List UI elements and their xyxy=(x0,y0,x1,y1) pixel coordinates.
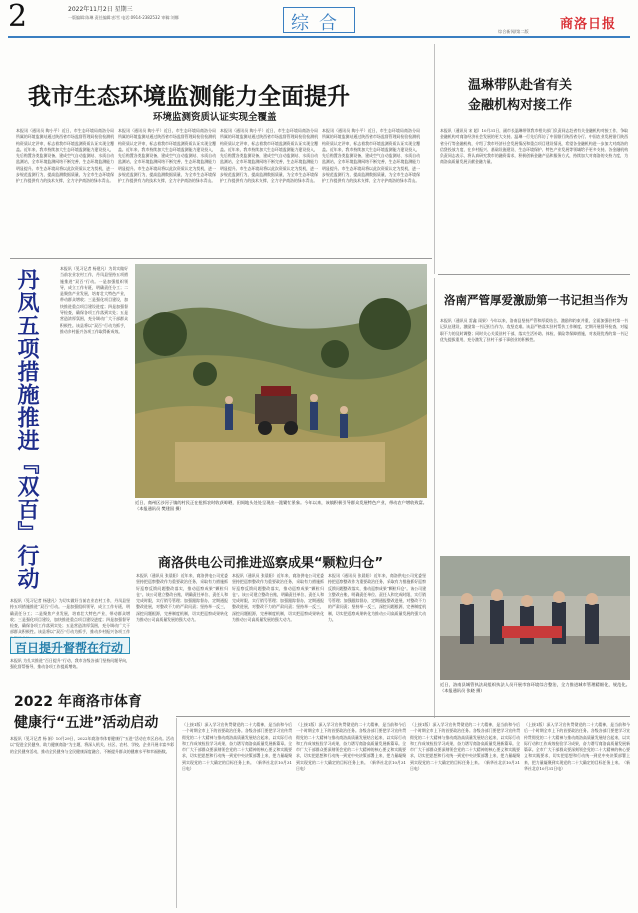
article-body-power-supply-col2: 本报讯（通讯员 张晨阳）近年来，商洛供电公司党委坚持把巡察整改作为重要政治任务，采取有力措施抓好巡察反馈问题整改落实，推动巡察成果“颗粒归仓”。该公司建立整改台账，明确责任单位、责任人和完成时限，实行销号管理；加强跟踪督办，定期通报整改进展，对整改不力的严肃问责；坚持举一反三，深挖问题根源，完善制度机制，切实把巡察成果转化为推动公司高质量发展的强大动力。 xyxy=(232,573,324,623)
headline-finance-line1: 温琳带队赴省有关 xyxy=(468,78,573,93)
headline-sports-line1: 2022 年商洛市体育 xyxy=(14,694,142,710)
photo-city-management-caption: 近日，洛南县城管执法局组织执法人员开展市容环境综合整治，全力推进城市管理精细化、规范化。（本报通讯员 张晓 摄） xyxy=(440,682,630,694)
article-body-hundred-days: 本报讯 为扎实推进“百日提升”行动，我市各级各部门坚持问题导向，强化督帮指导，推动各项工作提质增效。 xyxy=(10,658,130,670)
masthead-rule xyxy=(8,36,630,38)
topline: 一版编辑:陈琳 责任编辑:彭雪 电话:0914-2382532 审稿:刘娜 xyxy=(68,15,179,20)
headline-monitoring: 我市生态环境监测能力全面提升 xyxy=(28,84,350,110)
photo-harvest-caption: 近日，商州区沙河子镇的村民正在抢抓农时收获晾晒，田间地头处处呈现出一派繁忙景象。今年以来，该镇积极引导群众发展特色产业，带动农户增收致富。（本报通讯员 樊建国 摄） xyxy=(135,500,427,512)
rule-under-lead xyxy=(10,258,432,259)
headline-hundred-days: 百日提升督帮在行动 xyxy=(15,641,124,655)
headline-sports-line2: 健康行“五进”活动启动 xyxy=(14,715,159,731)
section-label: 综合 xyxy=(291,13,347,34)
column-divider-right xyxy=(434,278,435,718)
city-management-image xyxy=(440,556,630,680)
rule-bottom-section xyxy=(176,716,630,717)
section-box xyxy=(283,7,355,33)
article-body-luonan: 本报讯（通讯员 雷鑫 雨果）今年以来，洛南县坚持严管和厚爱结合、激励和约束并重，全面加强驻村第一书记队伍建设，激励第一书记担当作为、攻坚克难。该县严格落实驻村帮扶工作制度，定期开展督导检查，对履职不力的及时调整；同时关心关爱驻村干部，落实生活补助、体检、保险等保障措施，对表现优秀的第一书记优先提拔重用，充分激发了驻村干部干事创业的积极性。 xyxy=(440,318,628,342)
article-body-danfeng-col2: 本报讯（见习记者 杨建凡）为切实做好当前农业农村工作，丹凤县坚持五项措施推进“双百”行动。一是加强组织领导，成立工作专班，明确责任分工；二是聚焦产业发展，培育壮大特色产业，带动群众增收；三是强化项目建设，加快推进重点项目建设进度；四是加强督导检查，确保各项工作落到实处；五是营造浓厚氛围，充分调动广大干部群众积极性。该县将以“双百”行动为抓手，推动乡村振兴各项工作 xyxy=(10,598,130,635)
column-divider xyxy=(434,44,435,274)
article-body-monitoring-col3: 本报讯（通讯员 陶小平）近日，市生态环境局商洛分局所属的环境监测站通过陕西省市场监督管理局检验检测机构资质认定评审，标志着我市环境监测资质认证实现全覆盖。近年来，我市持续加大生态环境监测能力建设投入，先后购置各类监测设备，建成空气自动监测站、水质自动监测站，全市环境监测网络不断完善，生态环境监测能力明显提升。市生态环境局将以此次资质认定为契机，进一步规范监测行为，提高监测数据质量，为全市生态环境保护工作提供有力的技术支撑，全力守护商洛的绿水青山。 xyxy=(220,128,318,184)
photo-harvest xyxy=(135,264,427,498)
column-divider-bottom xyxy=(176,718,177,908)
harvest-image xyxy=(135,264,427,498)
article-body-danfeng: 本报讯（见习记者 杨建凡）为切实做好当前农业农村工作，丹凤县坚持五项措施推进“双百”行动。一是加强组织领导，成立工作专班，明确责任分工；二是聚焦产业发展，培育壮大特色产业，带动群众增收；三是强化项目建设，加快推进重点项目建设进度；四是加强督导检查，确保各项工作落到实处；五是营造浓厚氛围，充分调动广大干部群众积极性。该县将以“双百”行动为抓手，推动乡村振兴各项工作取得新成效。 xyxy=(60,266,128,334)
article-body-power-supply-col3: 本报讯（通讯员 张晨阳）近年来，商洛供电公司党委坚持把巡察整改作为重要政治任务，采取有力措施抓好巡察反馈问题整改落实，推动巡察成果“颗粒归仓”。该公司建立整改台账，明确责任单位、责任人和完成时限，实行销号管理；加强跟踪督办，定期通报整改进展，对整改不力的严肃问责；坚持举一反三，深挖问题根源，完善制度机制，切实把巡察成果转化为推动公司高质量发展的强大动力。 xyxy=(328,573,426,623)
article-body-monitoring-col4: 本报讯（通讯员 陶小平）近日，市生态环境局商洛分局所属的环境监测站通过陕西省市场监督管理局检验检测机构资质认定评审，标志着我市环境监测资质认证实现全覆盖。近年来，我市持续加大生态环境监测能力建设投入，先后购置各类监测设备，建成空气自动监测站、水质自动监测站，全市环境监测网络不断完善，生态环境监测能力明显提升。市生态环境局将以此次资质认定为契机，进一步规范监测行为，提高监测数据质量，为全市生态环境保护工作提供有力的技术支撑，全力守护商洛的绿水青山。 xyxy=(322,128,420,184)
page-number: 2 xyxy=(8,0,28,34)
article-body-continued-col3: （上接1版）深入学习宣传贯彻党的二十大精神，是当前和今后一个时期全市上下的首要政治任务。各级各部门要把学习宣传贯彻党的二十大精神与推动商洛高质量发展结合起来，以实际行动和工作成效检验学习成果，奋力谱写商洛高质量发展新篇章。全市广大干部群众要深刻领会党的二十大精神的核心要义和实践要求，切实把思想和行动统一到党中央决策部署上来，把力量凝聚到实现党的二十大确定的目标任务上来。（新华社北京10月31日电） xyxy=(410,722,520,772)
subheadline-monitoring: 环境监测资质认证实现全覆盖 xyxy=(153,112,277,123)
brand-logo: 商洛日报 xyxy=(560,17,617,32)
article-body-continued: （上接1版）深入学习宣传贯彻党的二十大精神，是当前和今后一个时期全市上下的首要政治任务。各级各部门要把学习宣传贯彻党的二十大精神与推动商洛高质量发展结合起来，以实际行动和工作成效检验学习成果，奋力谱写商洛高质量发展新篇章。全市广大干部群众要深刻领会党的二十大精神的核心要义和实践要求，切实把思想和行动统一到党中央决策部署上来，把力量凝聚到实现党的二十大确定的目标任务上来。（新华社北京10月31日电） xyxy=(182,722,292,772)
masthead xyxy=(0,0,638,40)
article-body-monitoring: 本报讯（通讯员 陶小平）近日，市生态环境局商洛分局所属的环境监测站通过陕西省市场监督管理局检验检测机构资质认定评审，标志着我市环境监测资质认证实现全覆盖。近年来，我市持续加大生态环境监测能力建设投入，先后购置各类监测设备，建成空气自动监测站、水质自动监测站，全市环境监测网络不断完善，生态环境监测能力明显提升。市生态环境局将以此次资质认定为契机，进一步规范监测行为，提高监测数据质量，为全市生态环境保护工作提供有力的技术支撑，全力守护商洛的绿水青山。 xyxy=(16,128,114,184)
headline-power-supply: 商洛供电公司推进巡察成果“颗粒归仓” xyxy=(158,556,384,571)
article-body-power-supply: 本报讯（通讯员 张晨阳）近年来，商洛供电公司党委坚持把巡察整改作为重要政治任务，采取有力措施抓好巡察反馈问题整改落实，推动巡察成果“颗粒归仓”。该公司建立整改台账，明确责任单位、责任人和完成时限，实行销号管理；加强跟踪督办，定期通报整改进展，对整改不力的严肃问责；坚持举一反三，深挖问题根源，完善制度机制，切实把巡察成果转化为推动公司高质量发展的强大动力。 xyxy=(136,573,228,623)
article-body-monitoring-col2: 本报讯（通讯员 陶小平）近日，市生态环境局商洛分局所属的环境监测站通过陕西省市场监督管理局检验检测机构资质认定评审，标志着我市环境监测资质认证实现全覆盖。近年来，我市持续加大生态环境监测能力建设投入，先后购置各类监测设备，建成空气自动监测站、水质自动监测站，全市环境监测网络不断完善，生态环境监测能力明显提升。市生态环境局将以此次资质认定为契机，进一步规范监测行为，提高监测数据质量，为全市生态环境保护工作提供有力的技术支撑，全力守护商洛的绿水青山。 xyxy=(118,128,216,184)
issue-date: 2022年11月2日 星期三 xyxy=(68,6,133,13)
article-body-continued-col4: （上接1版）深入学习宣传贯彻党的二十大精神，是当前和今后一个时期全市上下的首要政治任务。各级各部门要把学习宣传贯彻党的二十大精神与推动商洛高质量发展结合起来，以实际行动和工作成效检验学习成果，奋力谱写商洛高质量发展新篇章。全市广大干部群众要深刻领会党的二十大精神的核心要义和实践要求，切实把思想和行动统一到党中央决策部署上来，把力量凝聚到实现党的二十大确定的目标任务上来。（新华社北京10月31日电） xyxy=(524,722,630,772)
edition-label: 综合新闻/第二版 xyxy=(498,29,529,34)
article-body-finance: 本报讯（通讯员 宋 超）10月31日，副市长温琳带领我市相关部门负责同志赴省有关金融机构对接工作，争取金融机构对商洛经济社会发展的更大支持。温琳一行先后拜访了中国银行陕西省分行、中国农业发展银行陕西省分行等金融机构，介绍了我市经济社会发展情况和重点项目建设情况，希望各金融机构进一步加大对商洛的信贷投放力度，在乡村振兴、基础设施建设、生态环境保护、特色产业发展等领域给予更多支持。各金融机构负责同志表示，将认真研究我市的融资需求，积极创新金融产品和服务方式，持续加大对商洛的支持力度，为商洛高质量发展贡献金融力量。 xyxy=(440,128,628,165)
rule-right-top xyxy=(438,274,630,275)
headline-luonan: 洛南严管厚爱激励第一书记担当作为 xyxy=(444,293,628,307)
headline-danfeng: 丹凤五项措施推进『双百』行动 xyxy=(14,268,39,590)
article-body-sports: 本报讯（见习记者 杨 娟）10月29日，2022年商洛市体育健康行“五进”活动在市区启动。活动以“促进全民健身，助力健康商洛”为主题，将深入机关、社区、农村、学校、企业开展丰富多彩的全民健身活动，推动全民健身与全民健康深度融合，不断提升群众的健康水平和幸福指数。 xyxy=(10,736,174,754)
photo-city-management xyxy=(440,556,630,680)
banner-hundred-days xyxy=(10,637,130,654)
headline-finance-line2: 金融机构对接工作 xyxy=(468,98,573,113)
article-body-continued-col2: （上接1版）深入学习宣传贯彻党的二十大精神，是当前和今后一个时期全市上下的首要政治任务。各级各部门要把学习宣传贯彻党的二十大精神与推动商洛高质量发展结合起来，以实际行动和工作成效检验学习成果，奋力谱写商洛高质量发展新篇章。全市广大干部群众要深刻领会党的二十大精神的核心要义和实践要求，切实把思想和行动统一到党中央决策部署上来，把力量凝聚到实现党的二十大确定的目标任务上来。（新华社北京10月31日电） xyxy=(296,722,406,772)
